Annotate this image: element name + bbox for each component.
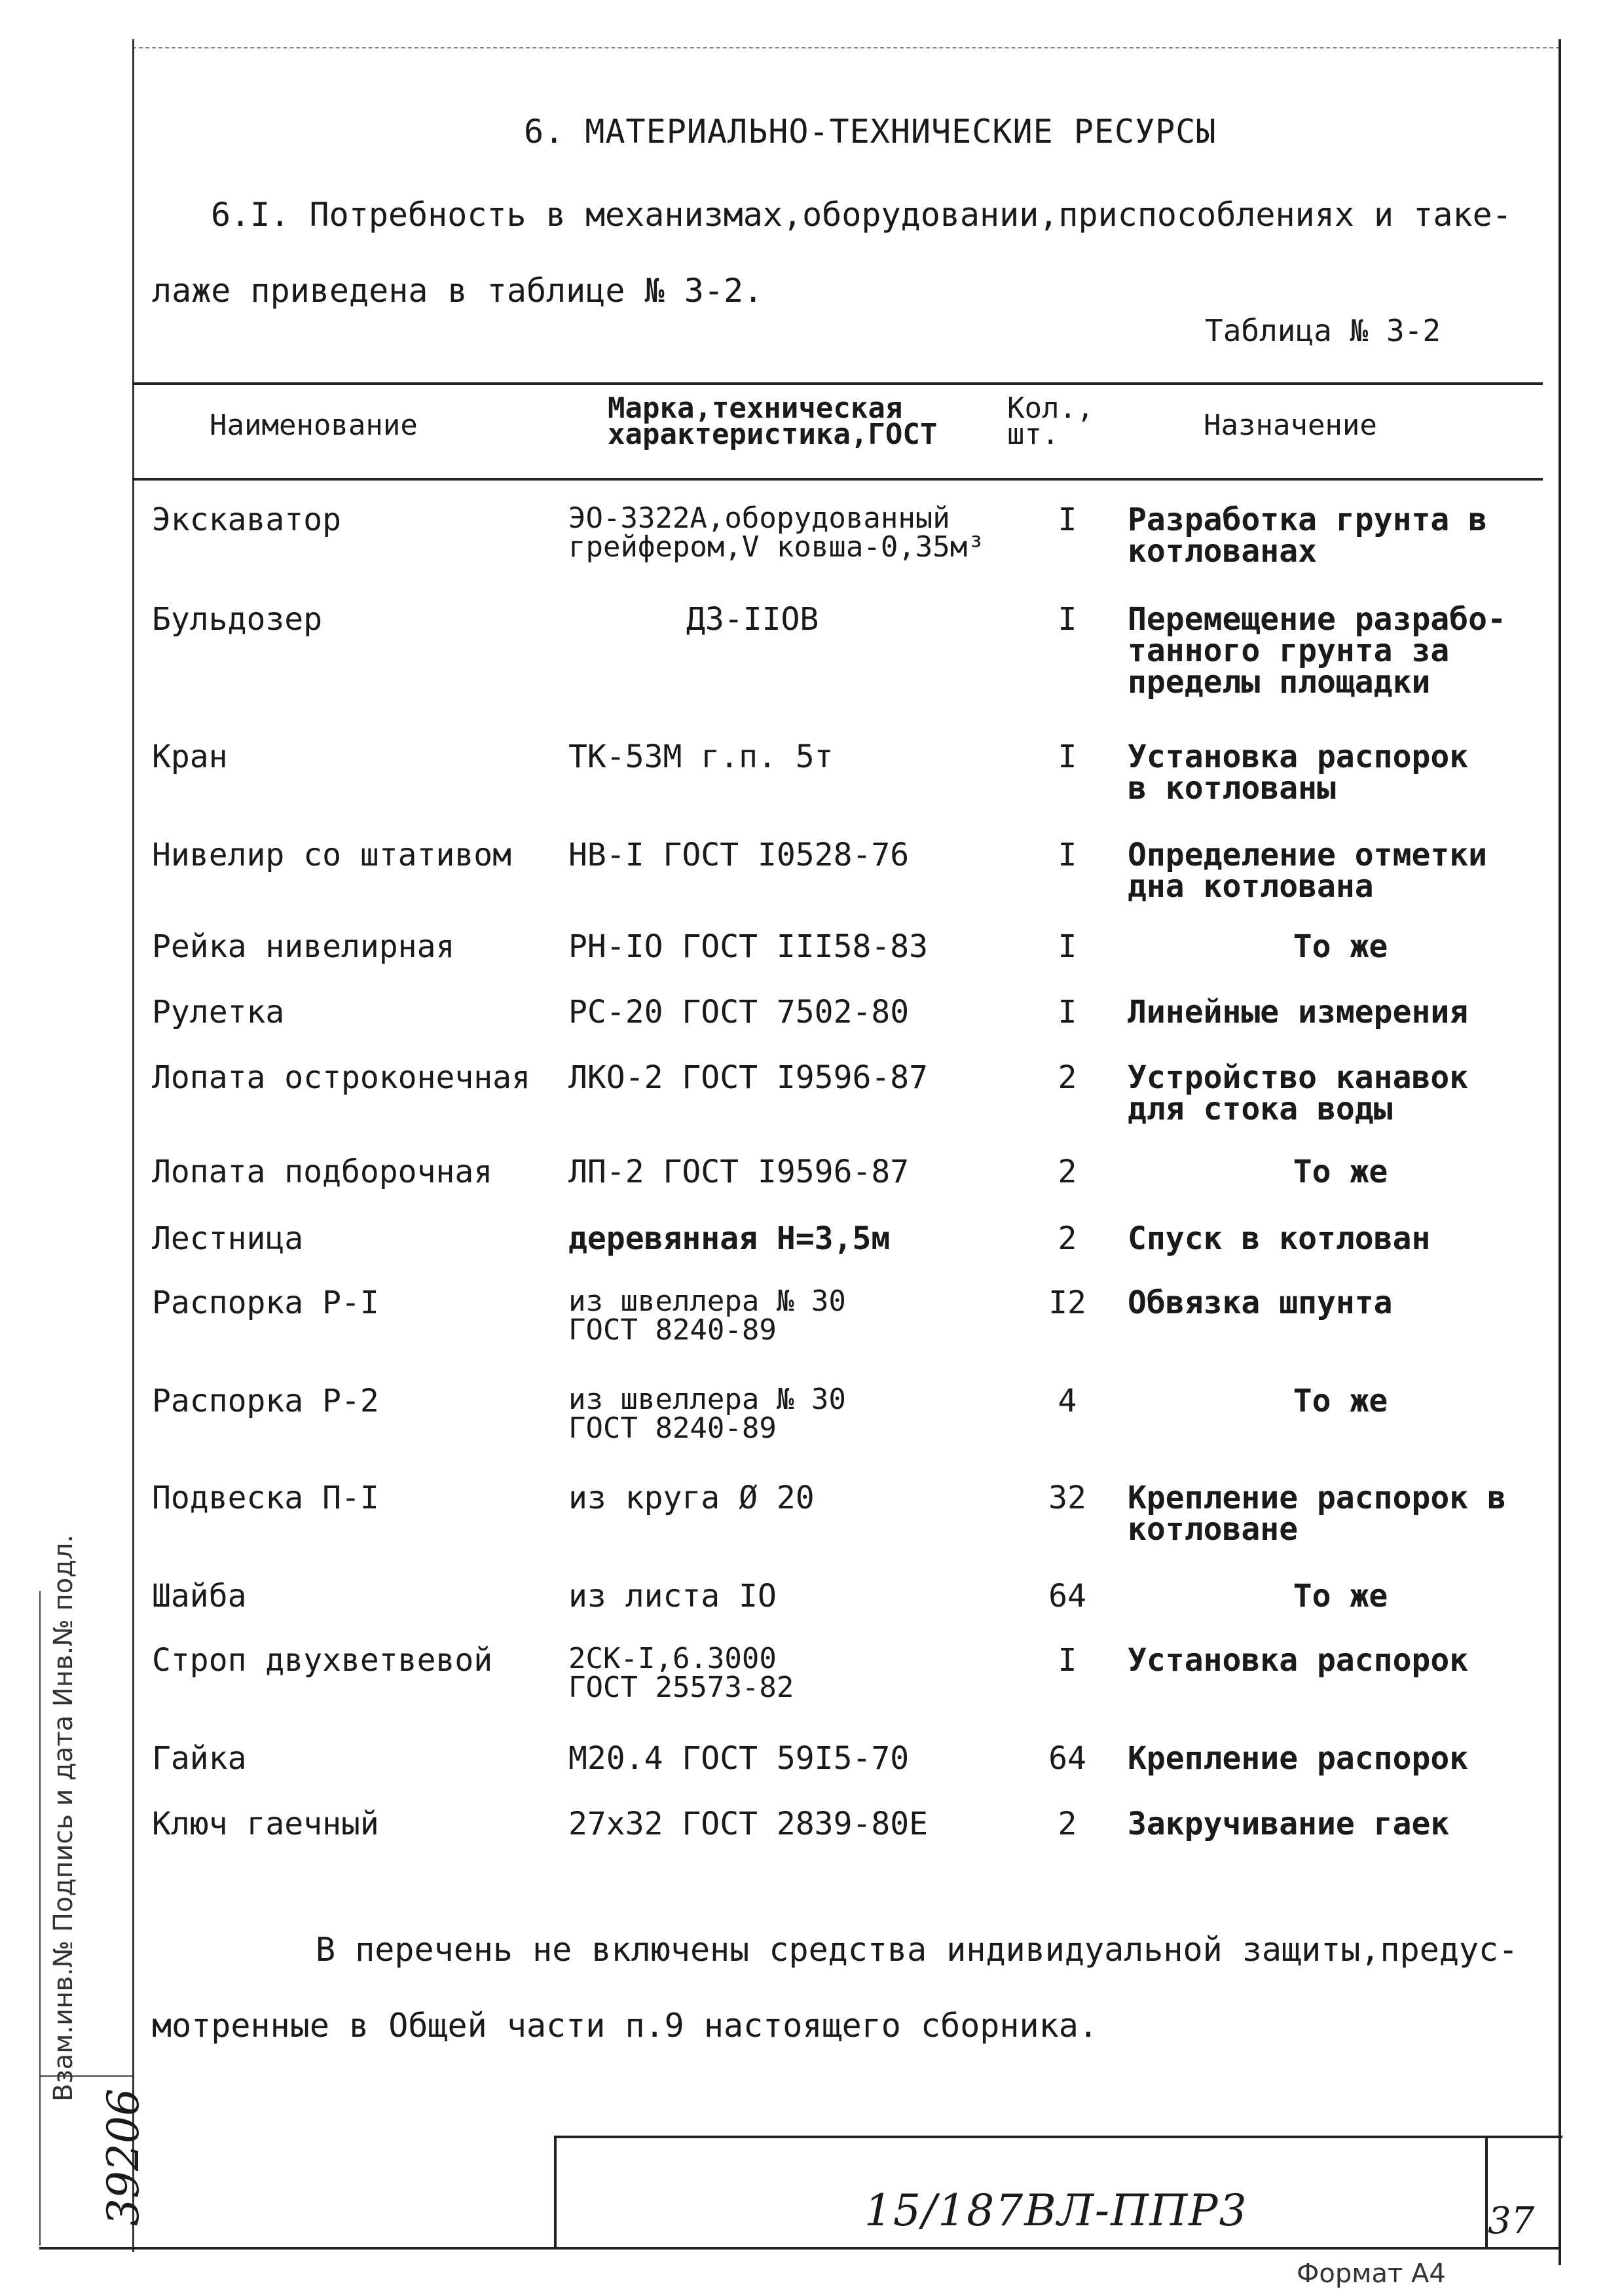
cell-qty: I <box>1058 1642 1077 1679</box>
cell-name: Строп двухветвевой <box>152 1642 493 1679</box>
cell-brand: из круга Ø 20 <box>568 1480 815 1516</box>
cell-brand: 2СК-I,6.3000 ГОСТ 25573-82 <box>568 1642 794 1704</box>
cell-name: Шайба <box>152 1578 247 1614</box>
cell-purpose: То же <box>1293 1154 1388 1190</box>
cell-qty: 2 <box>1058 1154 1077 1190</box>
document-code: 15/187ВЛ-ППР3 <box>864 2185 1248 2236</box>
cell-brand: РС-20 ГОСТ 7502-80 <box>568 994 910 1030</box>
cell-qty: 4 <box>1058 1383 1077 1419</box>
stamp-labels-text: Взам.инв.№ Подпись и дата Инв.№ подл. <box>48 1534 79 2102</box>
intro-line-1: 6.I. Потребность в механизмах,оборудовании,приспособлениях и таке- <box>211 196 1512 234</box>
intro-line-2: лаже приведена в таблице № 3-2. <box>152 272 764 310</box>
cell-qty: I <box>1058 738 1077 775</box>
cell-purpose: Обвязка шпунта <box>1128 1285 1393 1321</box>
cell-qty: 2 <box>1058 1806 1077 1842</box>
cell-name: Распорка Р-2 <box>152 1383 379 1419</box>
cell-brand: деревянная Н=3,5м <box>568 1220 891 1257</box>
cell-purpose: Спуск в котлован <box>1128 1220 1431 1257</box>
cell-name: Лопата остроконечная <box>152 1059 530 1096</box>
cell-brand: ЭО-3322А,оборудованный грейфером,V ковша-0,35м³ <box>568 501 985 564</box>
cell-brand: ЛКО-2 ГОСТ I9596-87 <box>568 1059 929 1096</box>
cell-brand: из листа IО <box>568 1578 777 1614</box>
cell-purpose: Линейные измерения <box>1128 994 1469 1030</box>
cell-purpose: Крепление распорок <box>1128 1740 1469 1777</box>
cell-purpose: Крепление распорок в котловане <box>1128 1480 1506 1548</box>
cell-name: Лестница <box>152 1220 304 1257</box>
cell-brand: РН-IО ГОСТ III58-83 <box>568 928 929 965</box>
table-caption: Таблица № 3-2 <box>1205 313 1441 348</box>
cell-qty: 64 <box>1048 1578 1086 1614</box>
cell-qty: I2 <box>1048 1285 1086 1321</box>
header-name: Наименование <box>210 409 418 442</box>
cell-qty: I <box>1058 501 1077 538</box>
cell-brand: 27х32 ГОСТ 2839-80Е <box>568 1806 929 1842</box>
header-brand: Марка,техническая характеристика,ГОСТ <box>608 392 938 451</box>
cell-name: Экскаватор <box>152 501 341 538</box>
cell-qty: 2 <box>1058 1059 1077 1096</box>
cell-qty: I <box>1058 837 1077 873</box>
cell-qty: 2 <box>1058 1220 1077 1257</box>
cell-name: Гайка <box>152 1740 247 1777</box>
note-line-2: мотренные в Общей части п.9 настоящего сборника. <box>152 2007 1098 2045</box>
cell-qty: 32 <box>1048 1480 1086 1516</box>
cell-name: Рейка нивелирная <box>152 928 455 965</box>
cell-brand: НВ-I ГОСТ I0528-76 <box>568 837 910 873</box>
cell-brand: М20.4 ГОСТ 59I5-70 <box>568 1740 910 1777</box>
cell-qty: 64 <box>1048 1740 1086 1777</box>
cell-qty: I <box>1058 994 1077 1030</box>
inventory-number: 39206 <box>98 2088 149 2226</box>
cell-brand: ТК-53М г.п. 5т <box>568 738 834 775</box>
cell-purpose: То же <box>1293 1383 1388 1419</box>
note-line-1: В перечень не включены средства индивидуальной защиты,предус- <box>316 1931 1519 1969</box>
cell-name: Подвеска П-I <box>152 1480 379 1516</box>
cell-purpose: Установка распорок <box>1128 1642 1469 1679</box>
cell-purpose: Установка распорок в котлованы <box>1128 738 1469 807</box>
closing-note <box>152 1912 1540 2064</box>
cell-purpose: Закручивание гаек <box>1128 1806 1450 1842</box>
cell-brand: ЛП-2 ГОСТ I9596-87 <box>568 1154 910 1190</box>
cell-brand: ДЗ-IIОВ <box>686 601 819 638</box>
cell-name: Бульдозер <box>152 601 323 638</box>
cell-name: Рулетка <box>152 994 285 1030</box>
sheet-number: 37 <box>1488 2200 1535 2242</box>
cell-qty: I <box>1058 928 1077 965</box>
cell-name: Нивелир со штативом <box>152 837 512 873</box>
cell-name: Кран <box>152 738 228 775</box>
cell-name: Распорка Р-I <box>152 1285 379 1321</box>
cell-brand: из швеллера № 30 ГОСТ 8240-89 <box>568 1285 846 1347</box>
cell-purpose: То же <box>1293 1578 1388 1614</box>
header-purpose: Назначение <box>1204 409 1377 442</box>
cell-purpose: Определение отметки дна котлована <box>1128 837 1488 905</box>
cell-name: Ключ гаечный <box>152 1806 379 1842</box>
cell-purpose: Устройство канавок для стока воды <box>1128 1059 1469 1127</box>
cell-purpose: Разработка грунта в котлованах <box>1128 501 1488 570</box>
section-title: 6. МАТЕРИАЛЬНО-ТЕХНИЧЕСКИЕ РЕСУРСЫ <box>524 113 1217 151</box>
header-qty: Кол., шт. <box>1007 392 1094 451</box>
cell-purpose: То же <box>1293 928 1388 965</box>
cell-brand: из швеллера № 30 ГОСТ 8240-89 <box>568 1383 846 1445</box>
cell-qty: I <box>1058 601 1077 638</box>
cell-name: Лопата подборочная <box>152 1154 493 1190</box>
cell-purpose: Перемещение разрабо- танного грунта за пределы площадки <box>1128 601 1506 701</box>
paper-format: Формат А4 <box>1297 2259 1446 2289</box>
